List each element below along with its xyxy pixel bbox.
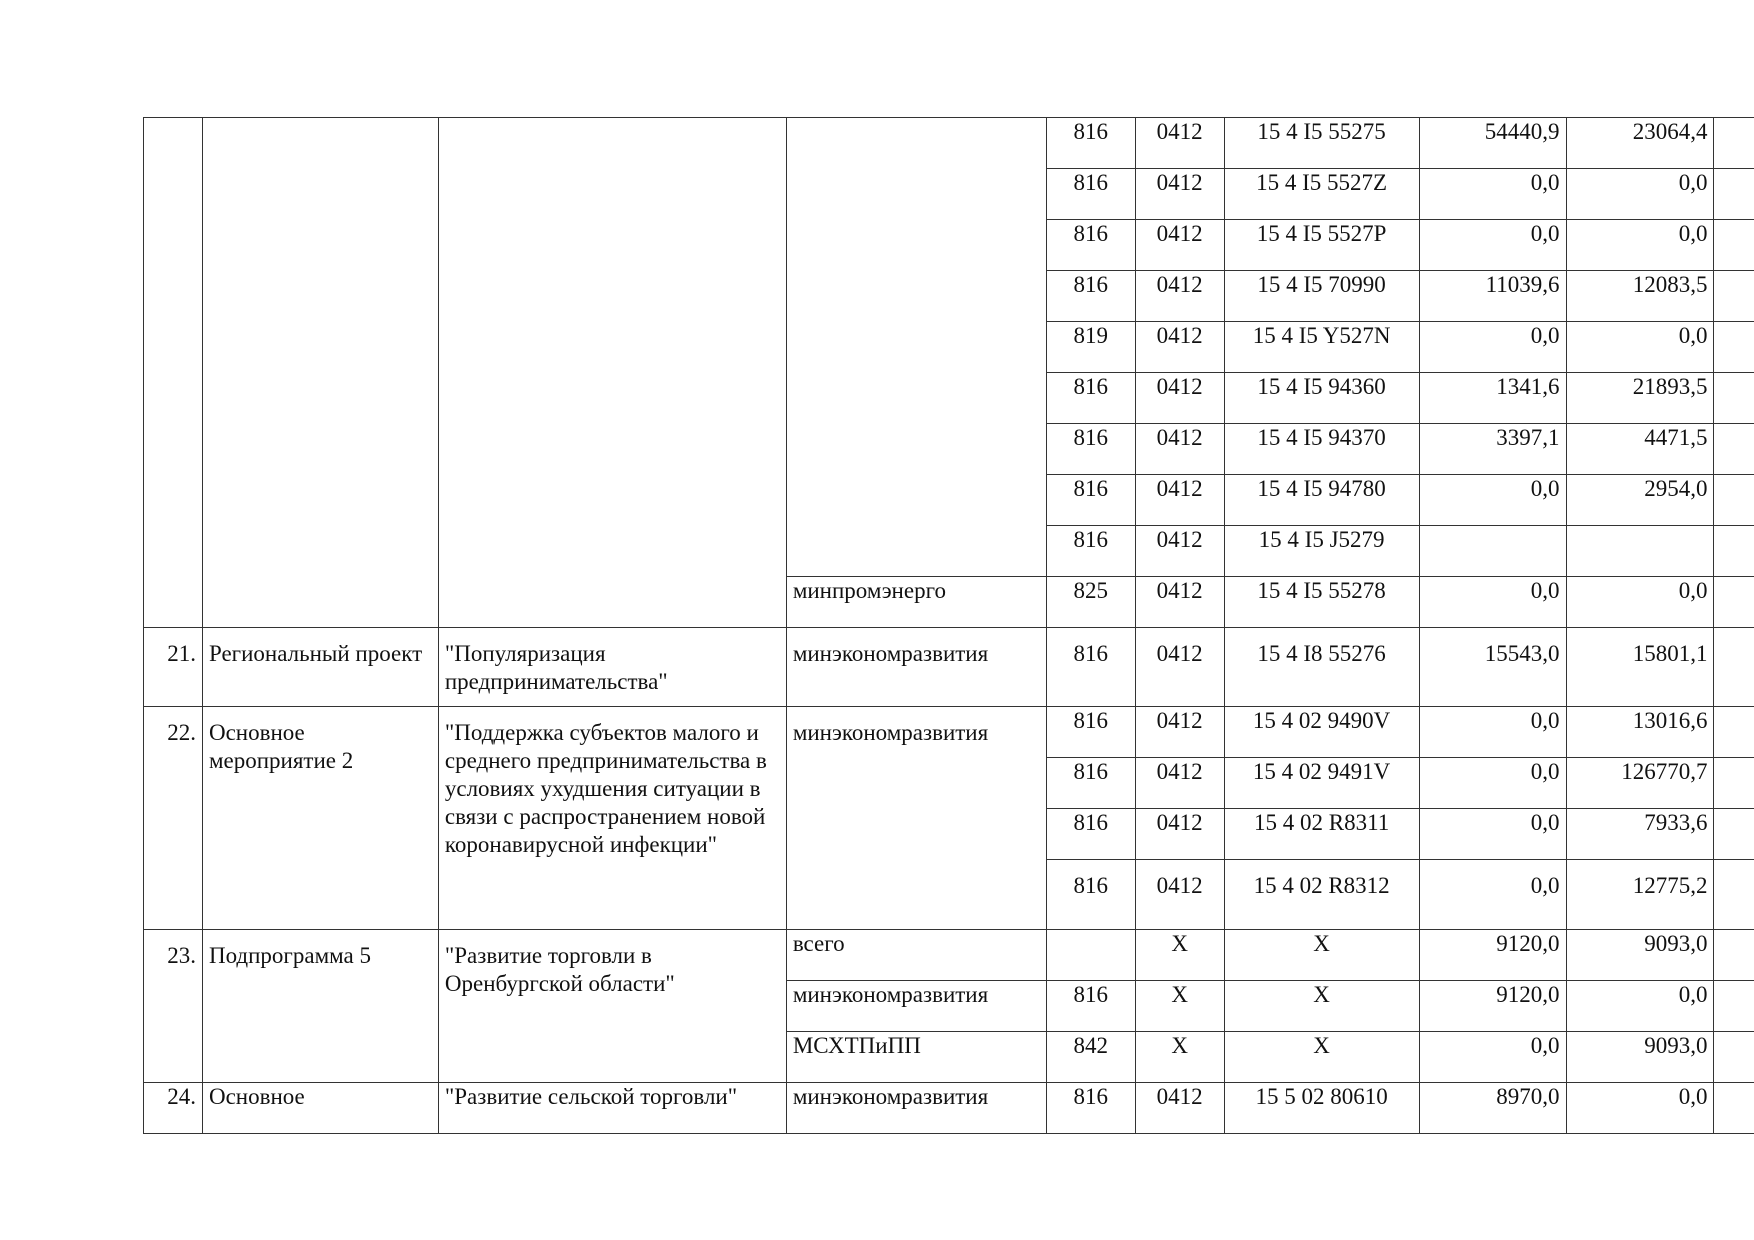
grbs-cell: 816	[1046, 860, 1135, 930]
csr-cell: X	[1224, 930, 1419, 981]
program-name-cell: "Популяризация предпринимательства"	[438, 628, 786, 707]
value-cell-3	[1714, 118, 1754, 169]
value-cell-1: 0,0	[1419, 577, 1566, 628]
grbs-cell	[1046, 930, 1135, 981]
value-cell-1: 54440,9	[1419, 118, 1566, 169]
table-row	[144, 930, 1754, 981]
value-cell-1	[1419, 526, 1566, 577]
grbs-cell: 819	[1046, 322, 1135, 373]
value-cell-3	[1714, 860, 1754, 930]
value-cell-2: 21893,5	[1566, 373, 1714, 424]
value-cell-2: 0,0	[1566, 220, 1714, 271]
csr-cell: 15 4 02 R8311	[1224, 809, 1419, 860]
status-cell: Подпрограмма 5	[202, 930, 438, 1083]
value-cell-1: 9120,0	[1419, 930, 1566, 981]
csr-cell: 15 4 I8 55276	[1224, 628, 1419, 707]
value-cell-1: 0,0	[1419, 169, 1566, 220]
grbs-cell: 816	[1046, 373, 1135, 424]
value-cell-3	[1714, 930, 1754, 981]
rzpr-cell: 0412	[1135, 758, 1224, 809]
rzpr-cell: 0412	[1135, 373, 1224, 424]
value-cell-3	[1714, 707, 1754, 758]
value-cell-3	[1714, 220, 1754, 271]
value-cell-1: 0,0	[1419, 475, 1566, 526]
row-number-cell: 22.	[144, 707, 203, 930]
rzpr-cell: 0412	[1135, 1083, 1224, 1134]
value-cell-2: 0,0	[1566, 577, 1714, 628]
grbs-cell: 816	[1046, 981, 1135, 1032]
rzpr-cell: 0412	[1135, 220, 1224, 271]
value-cell-1: 8970,0	[1419, 1083, 1566, 1134]
csr-cell: 15 4 I5 55275	[1224, 118, 1419, 169]
value-cell-2: 7933,6	[1566, 809, 1714, 860]
value-cell-3	[1714, 424, 1754, 475]
value-cell-2: 0,0	[1566, 1083, 1714, 1134]
row-number-cell: 24.	[144, 1083, 203, 1134]
grbs-cell: 816	[1046, 1083, 1135, 1134]
value-cell-3	[1714, 475, 1754, 526]
table-row	[144, 1083, 1754, 1134]
value-cell-2: 0,0	[1566, 981, 1714, 1032]
value-cell-2: 13016,6	[1566, 707, 1714, 758]
value-cell-3	[1714, 758, 1754, 809]
csr-cell: 15 4 I5 55278	[1224, 577, 1419, 628]
csr-cell: 15 4 I5 5527Z	[1224, 169, 1419, 220]
row-number-cell: 21.	[144, 628, 203, 707]
status-cell: Основное	[202, 1083, 438, 1134]
program-name-cell: "Развитие сельской торговли"	[438, 1083, 786, 1134]
executor-cell: минэкономразвития	[786, 707, 1046, 930]
value-cell-2: 9093,0	[1566, 1032, 1714, 1083]
value-cell-1: 0,0	[1419, 322, 1566, 373]
value-cell-3	[1714, 1083, 1754, 1134]
value-cell-2: 23064,4	[1566, 118, 1714, 169]
rzpr-cell: 0412	[1135, 424, 1224, 475]
executor-cell: МСХТПиПП	[786, 1032, 1046, 1083]
status-cell: Основное мероприятие 2	[202, 707, 438, 930]
value-cell-2: 0,0	[1566, 322, 1714, 373]
value-cell-1: 0,0	[1419, 1032, 1566, 1083]
rzpr-cell: 0412	[1135, 707, 1224, 758]
value-cell-2: 0,0	[1566, 169, 1714, 220]
csr-cell: 15 5 02 80610	[1224, 1083, 1419, 1134]
value-cell-1: 0,0	[1419, 860, 1566, 930]
value-cell-1: 9120,0	[1419, 981, 1566, 1032]
program-name-cell: "Поддержка субъектов малого и среднего предпринимательства в условиях ухудшения ситуации в связи с распространением новой коронавирусной инфекции"	[438, 707, 786, 930]
grbs-cell: 816	[1046, 271, 1135, 322]
rzpr-cell: 0412	[1135, 526, 1224, 577]
grbs-cell: 816	[1046, 118, 1135, 169]
rzpr-cell: 0412	[1135, 809, 1224, 860]
rzpr-cell: 0412	[1135, 322, 1224, 373]
value-cell-3	[1714, 322, 1754, 373]
executor-cell: минэкономразвития	[786, 628, 1046, 707]
value-cell-2	[1566, 526, 1714, 577]
executor-cell: минэкономразвития	[786, 981, 1046, 1032]
grbs-cell: 816	[1046, 169, 1135, 220]
value-cell-1: 0,0	[1419, 809, 1566, 860]
value-cell-3	[1714, 526, 1754, 577]
value-cell-2: 15801,1	[1566, 628, 1714, 707]
value-cell-1: 0,0	[1419, 220, 1566, 271]
rzpr-cell: 0412	[1135, 118, 1224, 169]
grbs-cell: 825	[1046, 577, 1135, 628]
value-cell-3	[1714, 628, 1754, 707]
csr-cell: 15 4 I5 94370	[1224, 424, 1419, 475]
value-cell-1: 1341,6	[1419, 373, 1566, 424]
value-cell-1: 3397,1	[1419, 424, 1566, 475]
program-name-cell	[438, 118, 786, 628]
csr-cell: 15 4 02 9490V	[1224, 707, 1419, 758]
csr-cell: 15 4 I5 J5279	[1224, 526, 1419, 577]
program-name-cell: "Развитие торговли в Оренбургской области"	[438, 930, 786, 1083]
value-cell-2: 12083,5	[1566, 271, 1714, 322]
csr-cell: X	[1224, 1032, 1419, 1083]
value-cell-1: 15543,0	[1419, 628, 1566, 707]
grbs-cell: 816	[1046, 526, 1135, 577]
budget-table	[143, 117, 1754, 1134]
value-cell-3	[1714, 981, 1754, 1032]
grbs-cell: 842	[1046, 1032, 1135, 1083]
value-cell-3	[1714, 1032, 1754, 1083]
grbs-cell: 816	[1046, 220, 1135, 271]
status-cell: Региональный проект	[202, 628, 438, 707]
value-cell-2: 4471,5	[1566, 424, 1714, 475]
csr-cell: 15 4 02 R8312	[1224, 860, 1419, 930]
rzpr-cell: X	[1135, 930, 1224, 981]
value-cell-2: 12775,2	[1566, 860, 1714, 930]
csr-cell: X	[1224, 981, 1419, 1032]
value-cell-3	[1714, 169, 1754, 220]
rzpr-cell: X	[1135, 981, 1224, 1032]
grbs-cell: 816	[1046, 628, 1135, 707]
rzpr-cell: 0412	[1135, 628, 1224, 707]
value-cell-1: 11039,6	[1419, 271, 1566, 322]
grbs-cell: 816	[1046, 809, 1135, 860]
grbs-cell: 816	[1046, 707, 1135, 758]
executor-cell	[786, 118, 1046, 577]
grbs-cell: 816	[1046, 758, 1135, 809]
csr-cell: 15 4 I5 5527P	[1224, 220, 1419, 271]
executor-cell: минпромэнерго	[786, 577, 1046, 628]
rzpr-cell: 0412	[1135, 577, 1224, 628]
value-cell-3	[1714, 271, 1754, 322]
executor-cell: всего	[786, 930, 1046, 981]
rzpr-cell: 0412	[1135, 475, 1224, 526]
value-cell-3	[1714, 373, 1754, 424]
value-cell-1: 0,0	[1419, 707, 1566, 758]
executor-cell: минэкономразвития	[786, 1083, 1046, 1134]
csr-cell: 15 4 02 9491V	[1224, 758, 1419, 809]
value-cell-1: 0,0	[1419, 758, 1566, 809]
value-cell-3	[1714, 809, 1754, 860]
rzpr-cell: 0412	[1135, 271, 1224, 322]
value-cell-2: 126770,7	[1566, 758, 1714, 809]
grbs-cell: 816	[1046, 424, 1135, 475]
row-number-cell	[144, 118, 203, 628]
rzpr-cell: X	[1135, 1032, 1224, 1083]
grbs-cell: 816	[1046, 475, 1135, 526]
table-row	[144, 707, 1754, 758]
row-number-cell: 23.	[144, 930, 203, 1083]
rzpr-cell: 0412	[1135, 860, 1224, 930]
csr-cell: 15 4 I5 70990	[1224, 271, 1419, 322]
status-cell	[202, 118, 438, 628]
rzpr-cell: 0412	[1135, 169, 1224, 220]
table-row	[144, 118, 1754, 169]
csr-cell: 15 4 I5 Y527N	[1224, 322, 1419, 373]
value-cell-3	[1714, 577, 1754, 628]
csr-cell: 15 4 I5 94360	[1224, 373, 1419, 424]
table-row	[144, 628, 1754, 707]
csr-cell: 15 4 I5 94780	[1224, 475, 1419, 526]
value-cell-2: 9093,0	[1566, 930, 1714, 981]
value-cell-2: 2954,0	[1566, 475, 1714, 526]
